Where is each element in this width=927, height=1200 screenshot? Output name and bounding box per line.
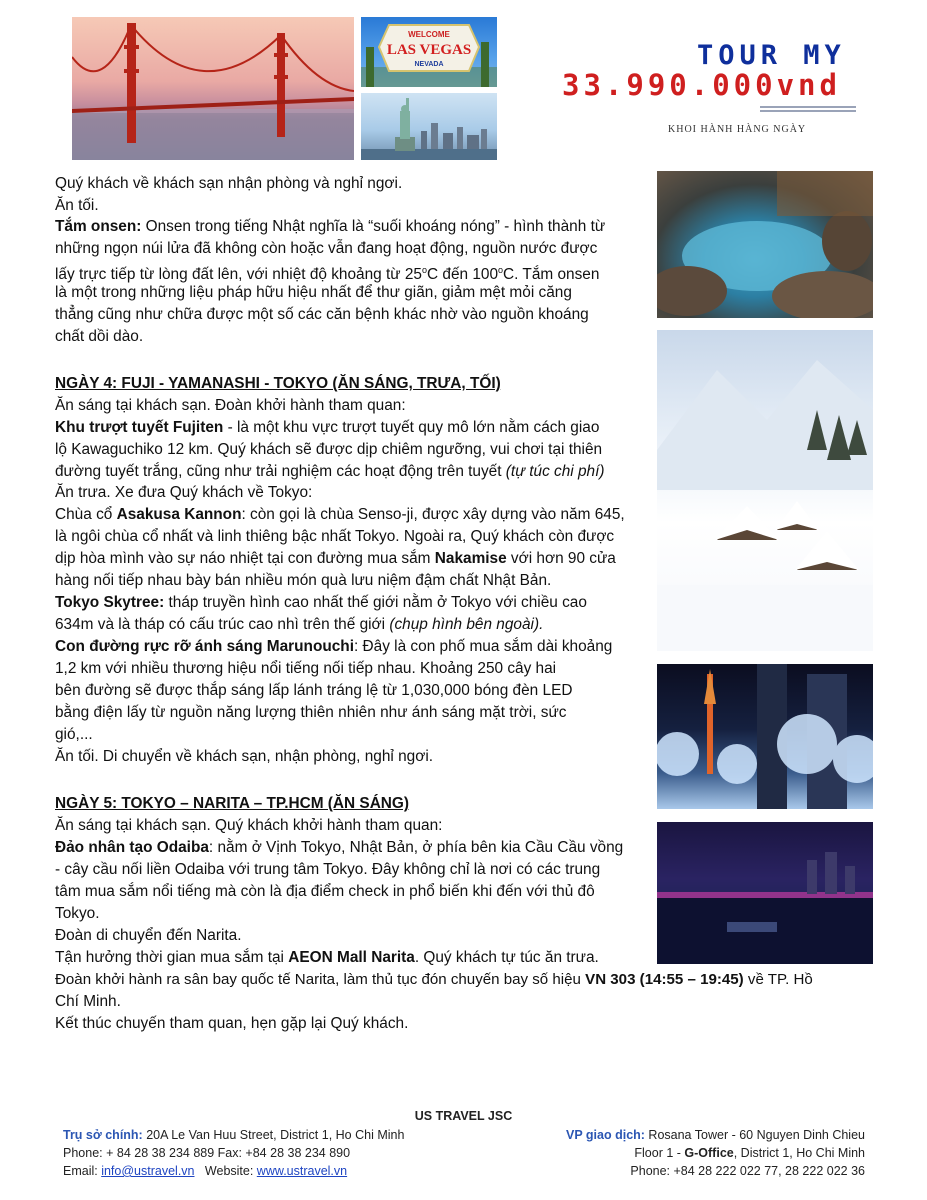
day4-heading: NGÀY 4: FUJI - YAMANASHI - TOKYO (ĂN SÁNG, TRƯA, TỐI)	[55, 375, 501, 392]
day5-line: Đảo nhân tạo Odaiba: nằm ở Vịnh Tokyo, Nhật Bản, ở phía bên kia Cầu Cầu vồng	[55, 839, 624, 856]
onsen-paragraph-line: Tắm onsen: Onsen trong tiếng Nhật nghĩa là “suối khoáng nóng” - hình thành từ	[55, 218, 606, 235]
marunouchi-lights-photo	[657, 664, 873, 809]
day4-line: dịp hòa mình vào sự náo nhiệt tại con đường mua sắm Nakamise với hơn 90 cửa	[55, 550, 616, 567]
skytree-title: Tokyo Skytree:	[55, 594, 165, 611]
day4-line: Ăn trưa. Xe đưa Quý khách về Tokyo:	[55, 484, 313, 501]
website-link[interactable]: www.ustravel.vn	[256, 1164, 348, 1178]
footer-office-phone: Phone: +84 28 222 022 77, 28 222 022 36	[630, 1164, 865, 1178]
onsen-photo	[657, 171, 873, 318]
day4-line: là ngôi chùa cổ nhất và linh thiêng bậc nhất Tokyo. Ngoài ra, Quý khách còn được	[55, 528, 615, 545]
day5-line: Chí Minh.	[55, 993, 121, 1010]
footer-phone-fax: Phone: + 84 28 38 234 889 Fax: +84 28 38 234 890	[63, 1146, 351, 1160]
tour-price: 33.990.000vnd	[562, 68, 841, 102]
day5-line: Ăn sáng tại khách sạn. Quý khách khởi hành tham quan:	[55, 817, 443, 834]
onsen-paragraph-line: những ngọn núi lửa đã không còn hoặc vẫn đang hoạt động, nguồn nước được	[55, 240, 598, 257]
day4-line: Tokyo Skytree: tháp truyền hình cao nhất thế giới nằm ở Tokyo với chiều cao	[55, 594, 587, 611]
onsen-title: Tắm onsen:	[55, 218, 142, 235]
day4-line: đường tuyết trắng, cũng như trải nghiệm các hoạt động trên tuyết (tự túc chi phí)	[55, 463, 605, 480]
odaiba-night-photo	[657, 822, 873, 964]
onsen-paragraph-line: là một trong những liệu pháp hữu hiệu nhất để thư giãn, giảm mệt mỏi căng	[55, 284, 572, 301]
departure-note: KHOI HÀNH HÀNG NGÀY	[668, 124, 807, 135]
footer-office-address: VP giao dịch: Rosana Tower - 60 Nguyen Dinh Chieu	[566, 1128, 865, 1142]
day4-line: hàng nối tiếp nhau bày bán nhiều món quà lưu niệm đậm chất Nhật Bản.	[55, 572, 552, 589]
day4-line: Ăn tối. Di chuyển về khách sạn, nhận phòng, nghỉ ngơi.	[55, 748, 434, 765]
day4-line: gió,...	[55, 726, 93, 743]
vegas-sign-line3: NEVADA	[414, 61, 444, 68]
footer-company-name: US TRAVEL JSC	[414, 1109, 513, 1123]
tour-title: TOUR MY	[697, 40, 846, 71]
vegas-sign-line2: LAS VEGAS	[386, 42, 472, 58]
day4-line: lộ Kawaguchiko 12 km. Quý khách sẽ được dịp chiêm ngưỡng, vui chơi tại thiên	[55, 441, 603, 458]
day5-line: Tận hưởng thời gian mua sắm tại AEON Mall Narita. Quý khách tự túc ăn trưa.	[55, 949, 599, 966]
fujiten-title: Khu trượt tuyết Fujiten	[55, 419, 224, 436]
nakamise-title: Nakamise	[434, 550, 507, 567]
day5-heading: NGÀY 5: TOKYO – NARITA – TP.HCM (ĂN SÁNG)	[55, 795, 410, 812]
footer-contact: Email: info@ustravel.vn Website: www.ustravel.vn	[63, 1164, 348, 1178]
day5-line: Đoàn di chuyển đến Narita.	[55, 927, 242, 944]
day5-line: tâm mua sắm nổi tiếng mà còn là địa điểm check in phổ biến khi đến với thủ đô	[55, 883, 595, 900]
day4-line: Con đường rực rỡ ánh sáng Marunouchi: Đây là con phố mua sắm dài khoảng	[55, 638, 613, 655]
day4-line: Chùa cổ Asakusa Kannon: còn gọi là chùa Senso-ji, được xây dựng vào năm 645,	[55, 506, 625, 523]
day4-line: 1,2 km với nhiều thương hiệu nổi tiếng nối tiếp nhau. Khoảng 250 cây hai	[55, 660, 557, 677]
email-link[interactable]: info@ustravel.vn	[101, 1164, 195, 1178]
las-vegas-sign-image	[361, 17, 497, 87]
text-line: Quý khách về khách sạn nhận phòng và nghỉ ngơi.	[55, 175, 403, 192]
day5-line: Kết thúc chuyến tham quan, hẹn gặp lại Quý khách.	[55, 1015, 409, 1032]
footer-hq-address: Trụ sở chính: 20A Le Van Huu Street, District 1, Ho Chi Minh	[63, 1128, 405, 1142]
vegas-sign-line1: WELCOME	[408, 30, 450, 39]
asakusa-title: Asakusa Kannon	[116, 506, 242, 523]
flight-number: VN 303 (14:55 – 19:45)	[585, 971, 744, 988]
statue-of-liberty-image	[361, 93, 497, 160]
day4-line: Ăn sáng tại khách sạn. Đoàn khởi hành tham quan:	[55, 397, 406, 414]
day5-line: - cây cầu nối liền Odaiba với trung tâm Tokyo. Đây không chỉ là nơi có các trung	[55, 861, 601, 878]
marunouchi-title: Con đường rực rỡ ánh sáng Marunouchi	[55, 638, 354, 655]
day4-line: 634m và là tháp có cấu trúc cao nhì trên thế giới (chụp hình bên ngoài).	[55, 616, 544, 633]
onsen-paragraph-line: thẳng cũng như chữa được một số các căn bệnh khác nhờ vào nguồn khoáng	[55, 306, 589, 323]
odaiba-title: Đảo nhân tạo Odaiba	[55, 839, 209, 856]
golden-gate-bridge-image	[72, 17, 354, 160]
day5-line: Tokyo.	[55, 905, 100, 922]
day4-line: bằng điện lấy từ nguồn năng lượng thiên nhiên như ánh sáng mặt trời, sức	[55, 704, 567, 721]
aeon-title: AEON Mall Narita	[288, 949, 415, 966]
text-line: Ăn tối.	[55, 197, 99, 214]
hq-label: Trụ sở chính:	[63, 1128, 143, 1142]
onsen-paragraph-line: chất dồi dào.	[55, 328, 144, 345]
onsen-paragraph-line: lấy trực tiếp từ lòng đất lên, với nhiệt độ khoảng từ 25$^o$C đến 100$^o$C. Tắm onsen	[55, 265, 600, 284]
day5-line: Đoàn khởi hành ra sân bay quốc tế Narita, làm thủ tục đón chuyến bay số hiệu VN 303 (14:55 – 19:45) về TP. Hồ	[55, 971, 813, 988]
price-underline-decoration	[760, 106, 856, 112]
day4-line: Khu trượt tuyết Fujiten - là một khu vực trượt tuyết quy mô lớn nằm cách giao	[55, 419, 600, 436]
snow-village-photo	[657, 330, 873, 651]
day4-line: bên đường sẽ được thắp sáng lấp lánh tráng lệ từ 1,030,000 bóng đèn LED	[55, 682, 573, 699]
office-label: VP giao dịch:	[566, 1128, 645, 1142]
footer-office-floor: Floor 1 - G-Office, District 1, Ho Chi Minh	[634, 1146, 865, 1160]
